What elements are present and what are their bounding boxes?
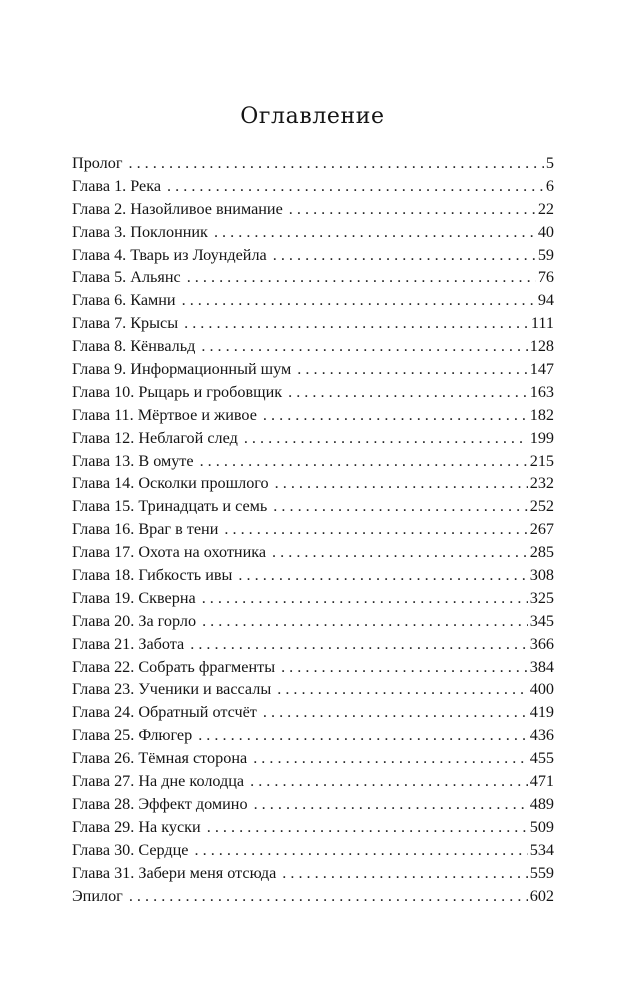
toc-entry-label: Глава 21. Забота xyxy=(72,634,185,653)
toc-entry xyxy=(72,221,554,244)
toc-entry xyxy=(72,587,554,610)
dot-leader xyxy=(184,312,529,335)
dot-leader xyxy=(224,518,527,541)
toc-entry-page-number: 147 xyxy=(529,360,554,379)
toc-entry-label: Глава 26. Тёмная сторона xyxy=(72,749,248,768)
dot-leader xyxy=(187,266,536,289)
toc-entry xyxy=(72,678,554,701)
toc-entry-page-number: 267 xyxy=(529,520,554,539)
toc-entry xyxy=(72,633,554,656)
dot-leader xyxy=(275,472,528,495)
toc-entry-label: Глава 13. В омуте xyxy=(72,451,194,470)
toc-entry-label: Глава 12. Неблагой след xyxy=(72,428,238,447)
toc-entry xyxy=(72,564,554,587)
toc-entry xyxy=(72,472,554,495)
toc-entry-page-number: 111 xyxy=(530,314,554,333)
toc-entry xyxy=(72,724,554,747)
toc-entry xyxy=(72,289,554,312)
toc-entry-page-number: 215 xyxy=(529,451,554,470)
toc-entry-page-number: 602 xyxy=(529,886,554,905)
dot-leader xyxy=(272,541,528,564)
toc-entry xyxy=(72,770,554,793)
dot-leader xyxy=(263,701,528,724)
dot-leader xyxy=(297,358,527,381)
dot-leader xyxy=(129,885,528,908)
toc-entry xyxy=(72,358,554,381)
toc-entry-page-number: 94 xyxy=(537,291,554,310)
toc-entry-label: Глава 11. Мёртвое и живое xyxy=(72,405,257,424)
toc-entry-page-number: 182 xyxy=(529,405,554,424)
toc-entry-label: Глава 14. Осколки прошлого xyxy=(72,474,269,493)
toc-entry xyxy=(72,381,554,404)
toc-entry-label: Глава 23. Ученики и вассалы xyxy=(72,680,272,699)
dot-leader xyxy=(182,289,536,312)
toc-entry-page-number: 384 xyxy=(529,657,554,676)
toc-entry xyxy=(72,701,554,724)
dot-leader xyxy=(128,152,543,175)
toc-entry xyxy=(72,244,554,267)
toc-entry-label: Глава 15. Тринадцать и семь xyxy=(72,497,268,516)
toc-entry-page-number: 40 xyxy=(537,222,554,241)
toc-entry-page-number: 308 xyxy=(529,566,554,585)
toc-entry-label: Глава 7. Крысы xyxy=(72,314,179,333)
toc-entry xyxy=(72,450,554,473)
dot-leader xyxy=(201,335,527,358)
dot-leader xyxy=(277,678,528,701)
toc-entry-label: Глава 17. Охота на охотника xyxy=(72,543,267,562)
toc-entry-page-number: 455 xyxy=(529,749,554,768)
dot-leader xyxy=(195,839,528,862)
toc-entry xyxy=(72,175,554,198)
dot-leader xyxy=(207,816,528,839)
toc-entry-label: Глава 19. Скверна xyxy=(72,588,196,607)
toc-entry-label: Глава 4. Тварь из Лоундейла xyxy=(72,245,267,264)
toc-entry-label: Глава 16. Враг в тени xyxy=(72,520,219,539)
toc-entry-page-number: 128 xyxy=(529,337,554,356)
dot-leader xyxy=(244,427,528,450)
toc-entry-label: Глава 25. Флюгер xyxy=(72,726,193,745)
toc-entry-label: Глава 20. За горло xyxy=(72,611,197,630)
toc-entry-page-number: 6 xyxy=(545,176,554,195)
toc-entry-label: Глава 3. Поклонник xyxy=(72,222,208,241)
toc-entry-page-number: 252 xyxy=(529,497,554,516)
toc-entry-page-number: 345 xyxy=(529,611,554,630)
dot-leader xyxy=(202,610,528,633)
toc-entry xyxy=(72,495,554,518)
page-title: Оглавление xyxy=(240,104,385,129)
toc-entry-page-number: 436 xyxy=(529,726,554,745)
toc-entry-page-number: 199 xyxy=(529,428,554,447)
toc-entry xyxy=(72,839,554,862)
toc-entry xyxy=(72,266,554,289)
toc-entry-label: Эпилог xyxy=(72,886,123,905)
toc-entry-label: Пролог xyxy=(72,154,123,172)
dot-leader xyxy=(282,862,527,885)
toc-entry xyxy=(72,656,554,679)
dot-leader xyxy=(190,633,528,656)
toc-entry-label: Глава 22. Собрать фрагменты xyxy=(72,657,276,676)
toc-entry-page-number: 489 xyxy=(529,794,554,813)
dot-leader xyxy=(200,450,528,473)
toc-entry xyxy=(72,816,554,839)
toc-entry-page-number: 366 xyxy=(529,634,554,653)
toc-entry xyxy=(72,427,554,450)
dot-leader xyxy=(288,381,528,404)
toc-entry xyxy=(72,541,554,564)
toc-entry-page-number: 22 xyxy=(537,199,554,218)
toc-entry-page-number: 419 xyxy=(529,703,554,722)
toc-entry-label: Глава 5. Альянс xyxy=(72,268,181,287)
dot-leader xyxy=(273,244,536,267)
toc-entry-label: Глава 30. Сердце xyxy=(72,840,189,859)
toc-entry-page-number: 232 xyxy=(529,474,554,493)
dot-leader xyxy=(198,724,528,747)
toc-entry xyxy=(72,518,554,541)
toc-entry xyxy=(72,793,554,816)
dot-leader xyxy=(273,495,527,518)
dot-leader xyxy=(254,793,528,816)
toc-entry xyxy=(72,862,554,885)
toc-entry-page-number: 59 xyxy=(537,245,554,264)
toc-entry xyxy=(72,312,554,335)
toc-entry-page-number: 509 xyxy=(529,817,554,836)
table-of-contents xyxy=(72,152,554,907)
toc-entry-page-number: 325 xyxy=(529,588,554,607)
dot-leader xyxy=(214,221,536,244)
toc-entry-label: Глава 6. Камни xyxy=(72,291,176,310)
toc-entry xyxy=(72,885,554,908)
toc-entry-page-number: 5 xyxy=(545,154,554,172)
toc-entry xyxy=(72,747,554,770)
dot-leader xyxy=(289,198,536,221)
dot-leader xyxy=(263,404,528,427)
dot-leader xyxy=(253,747,528,770)
toc-entry-page-number: 285 xyxy=(529,543,554,562)
toc-entry xyxy=(72,610,554,633)
dot-leader xyxy=(281,656,528,679)
toc-entry-label: Глава 31. Забери меня отсюда xyxy=(72,863,277,882)
toc-entry-label: Глава 24. Обратный отсчёт xyxy=(72,703,257,722)
dot-leader xyxy=(167,175,544,198)
toc-entry xyxy=(72,152,554,175)
toc-entry-label: Глава 9. Информационный шум xyxy=(72,360,292,379)
toc-entry-label: Глава 10. Рыцарь и гробовщик xyxy=(72,382,283,401)
toc-entry-label: Глава 29. На куски xyxy=(72,817,201,836)
dot-leader xyxy=(250,770,528,793)
toc-entry-page-number: 559 xyxy=(529,863,554,882)
toc-entry-label: Глава 2. Назойливое внимание xyxy=(72,199,283,218)
toc-entry xyxy=(72,404,554,427)
toc-entry-label: Глава 18. Гибкость ивы xyxy=(72,566,233,585)
toc-entry-label: Глава 1. Река xyxy=(72,176,162,195)
toc-entry-page-number: 400 xyxy=(529,680,554,699)
toc-entry xyxy=(72,198,554,221)
dot-leader xyxy=(238,564,527,587)
toc-entry xyxy=(72,335,554,358)
toc-entry-page-number: 471 xyxy=(529,772,554,791)
toc-entry-label: Глава 8. Кёнвальд xyxy=(72,337,196,356)
toc-entry-page-number: 534 xyxy=(529,840,554,859)
dot-leader xyxy=(202,587,528,610)
toc-entry-page-number: 163 xyxy=(529,382,554,401)
toc-entry-label: Глава 27. На дне колодца xyxy=(72,772,245,791)
toc-entry-page-number: 76 xyxy=(537,268,554,287)
toc-entry-label: Глава 28. Эффект домино xyxy=(72,794,248,813)
